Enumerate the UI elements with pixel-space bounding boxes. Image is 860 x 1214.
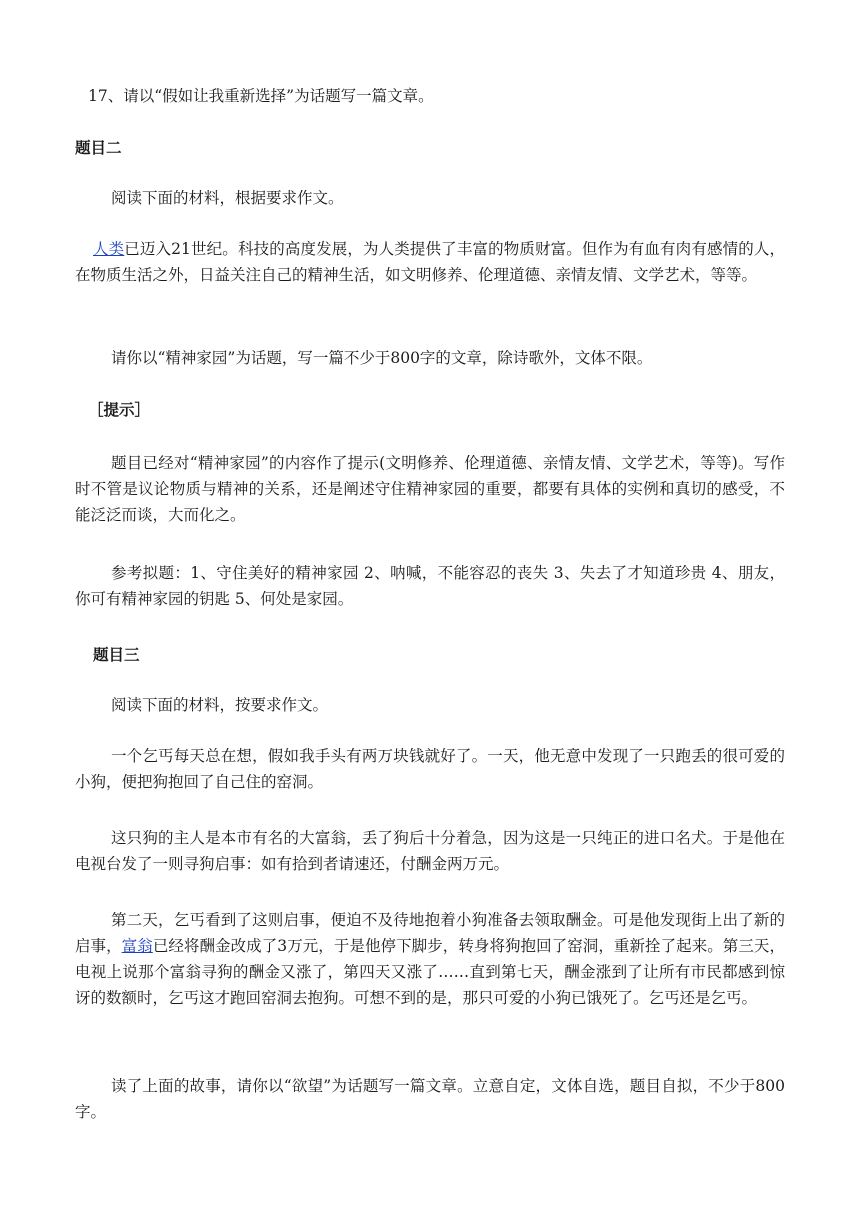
topic-3-paragraph-3-end: 已经将酬金改成了3万元，于是他停下脚步，转身将狗抱回了窑洞，重新拴了起来。第三天，电视上说那个富翁寻狗的酬金又涨了，第四天又涨了……直到第七天，酬金涨到了让所有市民都感到惊讶的数额时，乞丐这才跑回窑洞去抱狗。可想不到的是，那只可爱的小狗已饿死了。乞丐还是乞丐。 (75, 937, 785, 1007)
topic-2-material-text: 已迈入21世纪。科技的高度发展，为人类提供了丰富的物质财富。但作为有血有肉有感情的人，在物质生活之外，日益关注自己的精神生活，如文明修养、伦理道德、亲情友情、文学艺术，等等。 (75, 240, 785, 284)
question-17: 17、请以“假如让我重新选择”为话题写一篇文章。 (88, 87, 434, 105)
topic-2-material (75, 236, 785, 288)
topic-2-task: 请你以“精神家园”为话题，写一篇不少于800字的文章，除诗歌外，文体不限。 (111, 349, 653, 367)
link-fuweng[interactable]: 富翁 (121, 937, 153, 955)
topic-3-paragraph-3-start: 第二天，乞丐看到了这则启事，便迫不及待地抱着小狗准备去领取酬金。可是他发现街上出了新的启事， (75, 911, 785, 955)
topic-3-paragraph-2: 这只狗的主人是本市有名的大富翁，丢了狗后十分着急，因为这是一只纯正的进口名犬。于是他在电视台发了一则寻狗启事：如有拾到者请速还，付酬金两万元。 (75, 829, 785, 873)
hint-heading: ［提示］ (88, 401, 151, 419)
heading-topic-2: 题目二 (75, 139, 122, 157)
topic-2-instruction: 阅读下面的材料，根据要求作文。 (111, 189, 344, 207)
topic-3-paragraph-3 (75, 907, 785, 1011)
link-renlei[interactable]: 人类 (93, 240, 125, 258)
reference-titles: 参考拟题：1、守住美好的精神家园 2、呐喊，不能容忍的丧失 3、失去了才知道珍贵 4、朋友，你可有精神家园的钥匙 5、何处是家园。 (75, 564, 785, 608)
topic-3-instruction: 阅读下面的材料，按要求作文。 (111, 696, 329, 714)
heading-topic-3: 题目三 (93, 646, 140, 664)
topic-3-paragraph-1: 一个乞丐每天总在想，假如我手头有两万块钱就好了。一天，他无意中发现了一只跑丢的很可爱的小狗，便把狗抱回了自己住的窑洞。 (75, 747, 785, 791)
topic-3-task: 读了上面的故事，请你以“欲望”为话题写一篇文章。立意自定，文体自选，题目自拟，不少于800字。 (75, 1077, 785, 1121)
hint-text: 题目已经对“精神家园”的内容作了提示(文明修养、伦理道德、亲情友情、文学艺术，等等)。写作时不管是议论物质与精神的关系，还是阐述守住精神家园的重要，都要有具体的实例和真切的感受，不能泛泛而谈，大而化之。 (75, 454, 785, 524)
